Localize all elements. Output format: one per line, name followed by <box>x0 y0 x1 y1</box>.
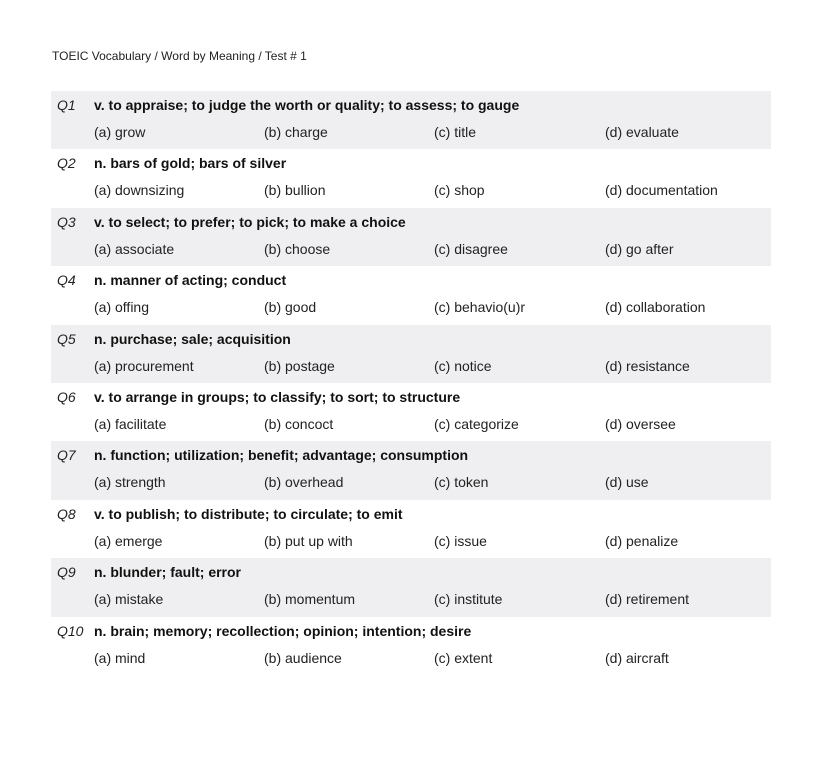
quiz-list <box>51 91 771 675</box>
option-c[interactable]: (c) behavio(u)r <box>434 299 526 316</box>
question-row <box>51 208 771 266</box>
question-definition: n. manner of acting; conduct <box>94 272 287 289</box>
option-c[interactable]: (c) disagree <box>434 240 508 257</box>
option-d[interactable]: (d) aircraft <box>605 649 669 666</box>
question-definition: n. brain; memory; recollection; opinion; intention; desire <box>94 622 472 639</box>
option-b[interactable]: (b) overhead <box>264 474 344 491</box>
option-c[interactable]: (c) title <box>434 124 476 140</box>
question-number: Q1 <box>57 97 76 113</box>
option-d[interactable]: (d) oversee <box>605 415 676 432</box>
option-b[interactable]: (b) postage <box>264 357 335 374</box>
question-definition: v. to publish; to distribute; to circulate; to emit <box>94 505 403 522</box>
question-number: Q6 <box>57 388 76 405</box>
option-a[interactable]: (a) strength <box>94 474 166 491</box>
question-definition: n. purchase; sale; acquisition <box>94 330 291 347</box>
breadcrumb: TOEIC Vocabulary / Word by Meaning / Test # 1 <box>52 49 307 63</box>
question-definition: v. to appraise; to judge the worth or quality; to assess; to gauge <box>94 97 520 113</box>
question-number: Q9 <box>57 564 76 581</box>
question-number: Q10 <box>57 622 84 639</box>
option-a[interactable]: (a) associate <box>94 240 175 257</box>
option-b[interactable]: (b) choose <box>264 240 331 257</box>
option-b[interactable]: (b) audience <box>264 649 342 666</box>
option-a[interactable]: (a) mistake <box>94 591 164 608</box>
option-d[interactable]: (d) collaboration <box>605 299 706 316</box>
question-definition: v. to select; to prefer; to pick; to make a choice <box>94 213 406 230</box>
option-b[interactable]: (b) good <box>264 299 317 316</box>
question-row <box>51 500 771 558</box>
question-row <box>51 91 771 149</box>
option-b[interactable]: (b) put up with <box>264 532 353 549</box>
question-row <box>51 149 771 207</box>
option-a[interactable]: (a) emerge <box>94 532 163 549</box>
option-a[interactable]: (a) procurement <box>94 357 194 374</box>
option-d[interactable]: (d) evaluate <box>605 124 679 140</box>
question-definition: v. to arrange in groups; to classify; to sort; to structure <box>94 388 461 405</box>
option-c[interactable]: (c) extent <box>434 649 493 666</box>
option-c[interactable]: (c) issue <box>434 532 487 549</box>
option-b[interactable]: (b) charge <box>264 124 328 140</box>
option-b[interactable]: (b) momentum <box>264 591 356 608</box>
option-d[interactable]: (d) retirement <box>605 591 690 608</box>
option-c[interactable]: (c) shop <box>434 182 485 199</box>
question-number: Q7 <box>57 447 76 464</box>
option-c[interactable]: (c) token <box>434 474 489 491</box>
question-definition: n. bars of gold; bars of silver <box>94 155 287 172</box>
option-a[interactable]: (a) offing <box>94 299 149 316</box>
option-d[interactable]: (d) resistance <box>605 357 690 374</box>
question-row <box>51 383 771 441</box>
option-c[interactable]: (c) institute <box>434 591 503 608</box>
question-number: Q3 <box>57 213 76 230</box>
question-row <box>51 558 771 616</box>
question-number: Q5 <box>57 330 76 347</box>
question-number: Q8 <box>57 505 76 522</box>
option-c[interactable]: (c) notice <box>434 357 492 374</box>
option-a[interactable]: (a) mind <box>94 649 146 666</box>
question-row <box>51 441 771 499</box>
option-b[interactable]: (b) bullion <box>264 182 326 199</box>
option-d[interactable]: (d) penalize <box>605 532 679 549</box>
option-b[interactable]: (b) concoct <box>264 415 334 432</box>
question-row <box>51 617 771 675</box>
option-a[interactable]: (a) facilitate <box>94 415 167 432</box>
option-a[interactable]: (a) grow <box>94 124 146 140</box>
question-definition: n. function; utilization; benefit; advantage; consumption <box>94 447 469 464</box>
option-d[interactable]: (d) go after <box>605 240 674 257</box>
question-number: Q2 <box>57 155 76 172</box>
question-row <box>51 266 771 324</box>
option-c[interactable]: (c) categorize <box>434 415 519 432</box>
option-a[interactable]: (a) downsizing <box>94 182 185 199</box>
question-definition: n. blunder; fault; error <box>94 564 241 581</box>
question-row <box>51 325 771 383</box>
question-number: Q4 <box>57 272 76 289</box>
option-d[interactable]: (d) use <box>605 474 649 491</box>
option-d[interactable]: (d) documentation <box>605 182 718 199</box>
